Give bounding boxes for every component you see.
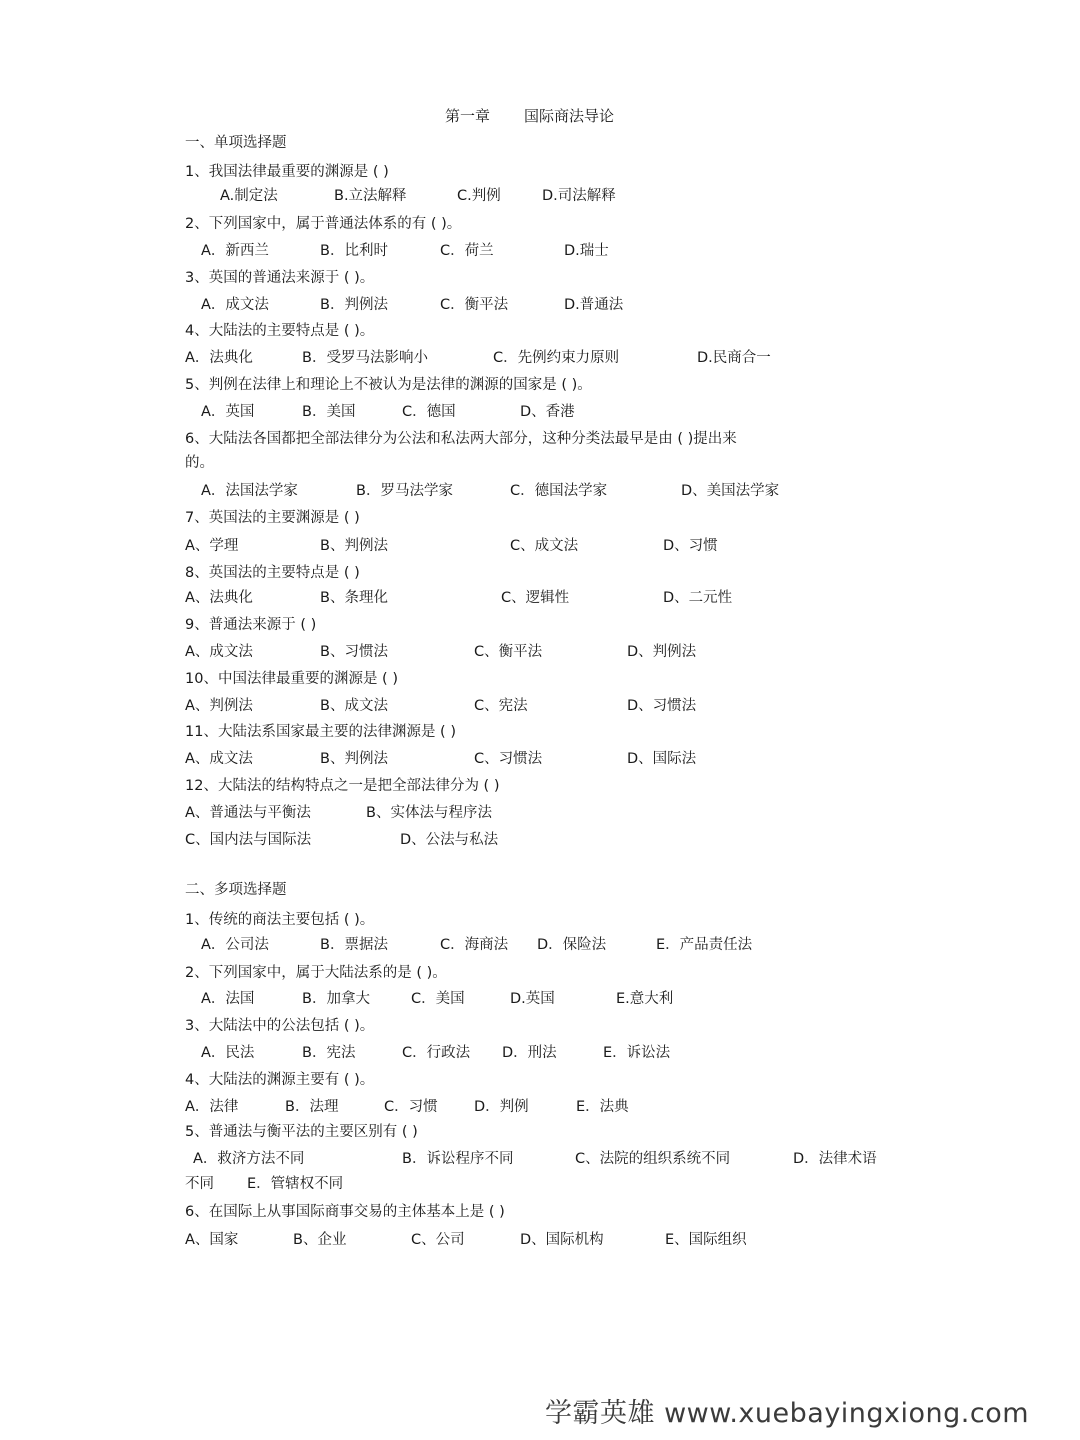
option: C．德国	[402, 404, 456, 420]
option: B、习惯法	[320, 644, 388, 660]
question-stem: 11、大陆法系国家最主要的法律渊源是 ( )	[185, 724, 456, 740]
option: E．诉讼法	[603, 1045, 671, 1061]
question-stem: 9、普通法来源于 ( )	[185, 617, 317, 633]
option: A．法国	[201, 991, 255, 1007]
option: A、国家	[185, 1232, 239, 1248]
question-stem: 3、大陆法中的公法包括 ( )。	[185, 1018, 375, 1034]
question-stem: 6、大陆法各国都把全部法律分为公法和私法两大部分，这种分类法最早是由 ( )提出来	[185, 431, 737, 447]
option: D、国际法	[627, 751, 697, 767]
option: C、逻辑性	[501, 590, 570, 606]
question-stem: 10、中国法律最重要的渊源是 ( )	[185, 671, 398, 687]
option: C、宪法	[474, 698, 528, 714]
option: D、判例法	[627, 644, 697, 660]
option: D．法律术语	[793, 1151, 877, 1167]
question-stem: 1、传统的商法主要包括 ( )。	[185, 912, 375, 928]
option: D．判例	[474, 1099, 529, 1115]
option: B．罗马法学家	[356, 483, 453, 499]
option: D、二元性	[663, 590, 733, 606]
option: C．行政法	[402, 1045, 471, 1061]
option: B．宪法	[302, 1045, 356, 1061]
option: D、美国法学家	[681, 483, 780, 499]
option: C.判例	[457, 188, 501, 204]
option: A．英国	[201, 404, 255, 420]
question-stem: 2、下列国家中，属于普通法体系的有 ( )。	[185, 216, 462, 232]
option: D、习惯法	[627, 698, 697, 714]
question-stem: 6、在国际上从事国际商事交易的主体基本上是 ( )	[185, 1204, 505, 1220]
option: A．救济方法不同	[193, 1151, 305, 1167]
option: E．法典	[576, 1099, 629, 1115]
option: B、企业	[293, 1232, 347, 1248]
option: D.民商合一	[697, 350, 771, 366]
option: D、国际机构	[520, 1232, 604, 1248]
option: C、法院的组织系统不同	[575, 1151, 731, 1167]
option: A、学理	[185, 538, 239, 554]
option: A、成文法	[185, 751, 253, 767]
option: B．票据法	[320, 937, 388, 953]
option: A．法国法学家	[201, 483, 298, 499]
option: E．产品责任法	[656, 937, 753, 953]
option: C、衡平法	[474, 644, 543, 660]
option: B.立法解释	[334, 188, 407, 204]
page-title: 第一章 国际商法导论	[445, 107, 615, 125]
question-stem: 1、我国法律最重要的渊源是 ( )	[185, 164, 389, 180]
option: E.意大利	[616, 991, 674, 1007]
option: C、公司	[411, 1232, 465, 1248]
option: B、成文法	[320, 698, 388, 714]
question-stem: 5、普通法与衡平法的主要区别有 ( )	[185, 1124, 418, 1140]
option: A、成文法	[185, 644, 253, 660]
option: A．公司法	[201, 937, 269, 953]
option: C、习惯法	[474, 751, 543, 767]
option: A、普通法与平衡法	[185, 805, 311, 821]
option: D、公法与私法	[400, 832, 499, 848]
option: B．比利时	[320, 243, 388, 259]
option: A．法典化	[185, 350, 253, 366]
option: A．新西兰	[201, 243, 269, 259]
option: C．衡平法	[440, 297, 509, 313]
option: E、国际组织	[665, 1232, 747, 1248]
question-stem: 4、大陆法的主要特点是 ( )。	[185, 323, 375, 339]
option: C．习惯	[384, 1099, 438, 1115]
option: B、实体法与程序法	[366, 805, 492, 821]
option: D、习惯	[663, 538, 718, 554]
option: A．民法	[201, 1045, 255, 1061]
question-stem-continued: 的。	[185, 455, 214, 471]
question-stem: 12、大陆法的结构特点之一是把全部法律分为 ( )	[185, 778, 500, 794]
option: C．美国	[411, 991, 465, 1007]
option: E．管辖权不同	[247, 1176, 344, 1192]
option: C．荷兰	[440, 243, 494, 259]
option: D、香港	[520, 404, 575, 420]
option: B．美国	[302, 404, 356, 420]
section-heading-multiple: 二、多项选择题	[185, 882, 287, 898]
question-stem: 7、英国法的主要渊源是 ( )	[185, 510, 360, 526]
question-stem: 5、判例在法律上和理论上不被认为是法律的渊源的国家是 ( )。	[185, 377, 592, 393]
option: B．加拿大	[302, 991, 370, 1007]
option: A.制定法	[220, 188, 278, 204]
section-heading-single: 一、单项选择题	[185, 135, 287, 151]
option: A、法典化	[185, 590, 253, 606]
option: D.普通法	[564, 297, 624, 313]
option: C、成文法	[510, 538, 579, 554]
question-stem: 3、英国的普通法来源于 ( )。	[185, 270, 375, 286]
watermark: 学霸英雄 www.xuebayingxiong.com	[545, 1398, 1030, 1429]
option: D.司法解释	[542, 188, 616, 204]
option: C．先例约束力原则	[493, 350, 620, 366]
question-stem: 2、下列国家中，属于大陆法系的是 ( )。	[185, 965, 447, 981]
option: C、国内法与国际法	[185, 832, 312, 848]
question-stem: 4、大陆法的渊源主要有 ( )。	[185, 1072, 375, 1088]
option: D.英国	[510, 991, 555, 1007]
option: D．保险法	[537, 937, 607, 953]
option: A．法律	[185, 1099, 239, 1115]
option: B．判例法	[320, 297, 388, 313]
option-continued: 不同	[185, 1176, 214, 1192]
option: B．诉讼程序不同	[402, 1151, 514, 1167]
option: C．德国法学家	[510, 483, 608, 499]
option: D.瑞士	[564, 243, 609, 259]
question-stem: 8、英国法的主要特点是 ( )	[185, 565, 360, 581]
option: B、条理化	[320, 590, 388, 606]
option: C．海商法	[440, 937, 509, 953]
option: B、判例法	[320, 538, 388, 554]
option: B、判例法	[320, 751, 388, 767]
option: A．成文法	[201, 297, 269, 313]
option: B．法理	[285, 1099, 339, 1115]
option: A、判例法	[185, 698, 253, 714]
option: B．受罗马法影响小	[302, 350, 428, 366]
option: D．刑法	[502, 1045, 557, 1061]
